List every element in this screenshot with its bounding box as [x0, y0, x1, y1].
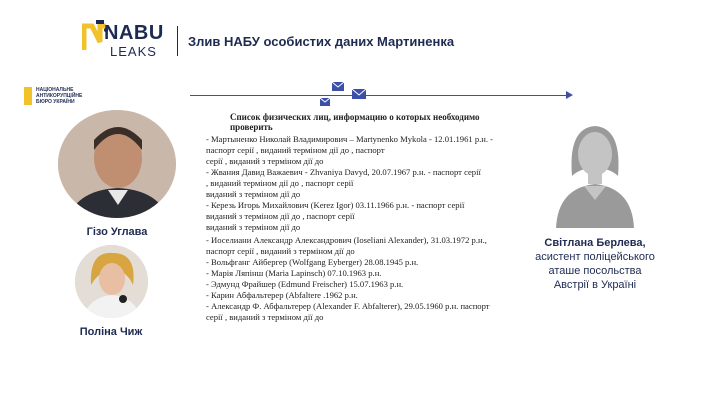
right-person-caption: [520, 236, 670, 292]
nabu-leaks-logo: [82, 16, 162, 60]
page-title: Злив НАБУ особистих даних Мартиненка: [188, 34, 455, 49]
document-line: виданий з терміном дії до: [206, 189, 301, 199]
woman-portrait-icon: [75, 245, 148, 318]
envelope-icon: [320, 98, 330, 106]
header-divider: [177, 26, 178, 56]
right-person-role-1: асистент поліцейського: [535, 251, 655, 263]
portrait-gizo-uglava: [58, 110, 176, 218]
document-line: виданий з терміном дії до , паспорт серії: [206, 211, 355, 221]
document-line: - Жвания Давид Важаевич - Zhvaniya Davyd, 20.07.1967 р.н. - паспорт серії: [206, 167, 481, 177]
document-line: паспорт серії , виданий з терміном дії до: [206, 246, 355, 256]
nabu-emblem-icon: [24, 87, 32, 105]
document-line: - Марія Ляпінш (Maria Lapinsch) 07.10.1963 р.н.: [206, 268, 382, 278]
document-line: - Керезь Игорь Михайлович (Kerez Igor) 03.11.1966 р.н. - паспорт серії: [206, 200, 465, 210]
document-line: виданий з терміном дії до: [206, 222, 301, 232]
nabu-bureau-logo: [24, 85, 94, 107]
right-person-role-2: аташе посольства: [548, 265, 642, 277]
arrow-head-icon: [566, 91, 573, 99]
envelope-icon: [332, 82, 344, 91]
right-person-name: Світлана Берлева,: [544, 237, 646, 249]
portrait-polina-chyzh: [75, 245, 148, 318]
name-polina-chyzh: Поліна Чиж: [79, 326, 143, 338]
person-silhouette-icon: [550, 118, 640, 228]
document-line: , виданий терміном дії до , паспорт серії: [206, 178, 354, 188]
document-line: паспорт серії , виданий терміном дії до , паспорт: [206, 145, 385, 155]
document-line: - Карин Абфальтерер (Abfaltere .1962 р.н.: [206, 290, 358, 300]
man-portrait-icon: [58, 110, 176, 218]
document-line: - Эдмунд Фрайшер (Edmund Freischer) 15.07.1963 р.н.: [206, 279, 404, 289]
document-line: - Иоселиани Александр Александрович (Ioseliani Alexander), 31.03.1972 р.н.,: [206, 235, 487, 245]
name-gizo-uglava: Гізо Углава: [86, 226, 148, 238]
envelope-icon: [352, 89, 366, 99]
document-title: Список физических лиц, информацию о которых необходимо проверить: [230, 112, 480, 132]
document-line: - Александр Ф. Абфальтерер (Alexander F. Abfalterer), 29.05.1960 р.н. паспорт: [206, 301, 490, 311]
logo-text-leaks: LEAKS: [110, 44, 157, 59]
document-line: серії , виданий з терміном дії до: [206, 156, 324, 166]
flow-arrow-line: [190, 95, 568, 96]
nabu-logo-line3: БЮРО УКРАЇНИ: [36, 99, 75, 105]
nabu-logo-line1: НАЦІОНАЛЬНЕ: [36, 87, 74, 93]
right-person-role-3: Австрії в Україні: [553, 279, 637, 291]
document-line: - Вольфганг Айбергер (Wolfgang Eyberger) 28.08.1945 р.н.: [206, 257, 419, 267]
logo-text-nabu: NABU: [104, 22, 164, 44]
leaked-document: [200, 112, 518, 324]
nabu-logo-line2: АНТИКОРУПЦІЙНЕ: [36, 93, 83, 99]
document-line: - Мартыненко Николай Владимирович – Martynenko Mykola - 12.01.1961 р.н. -: [206, 134, 494, 144]
document-line: серії , виданий з терміном дії до: [206, 312, 324, 322]
